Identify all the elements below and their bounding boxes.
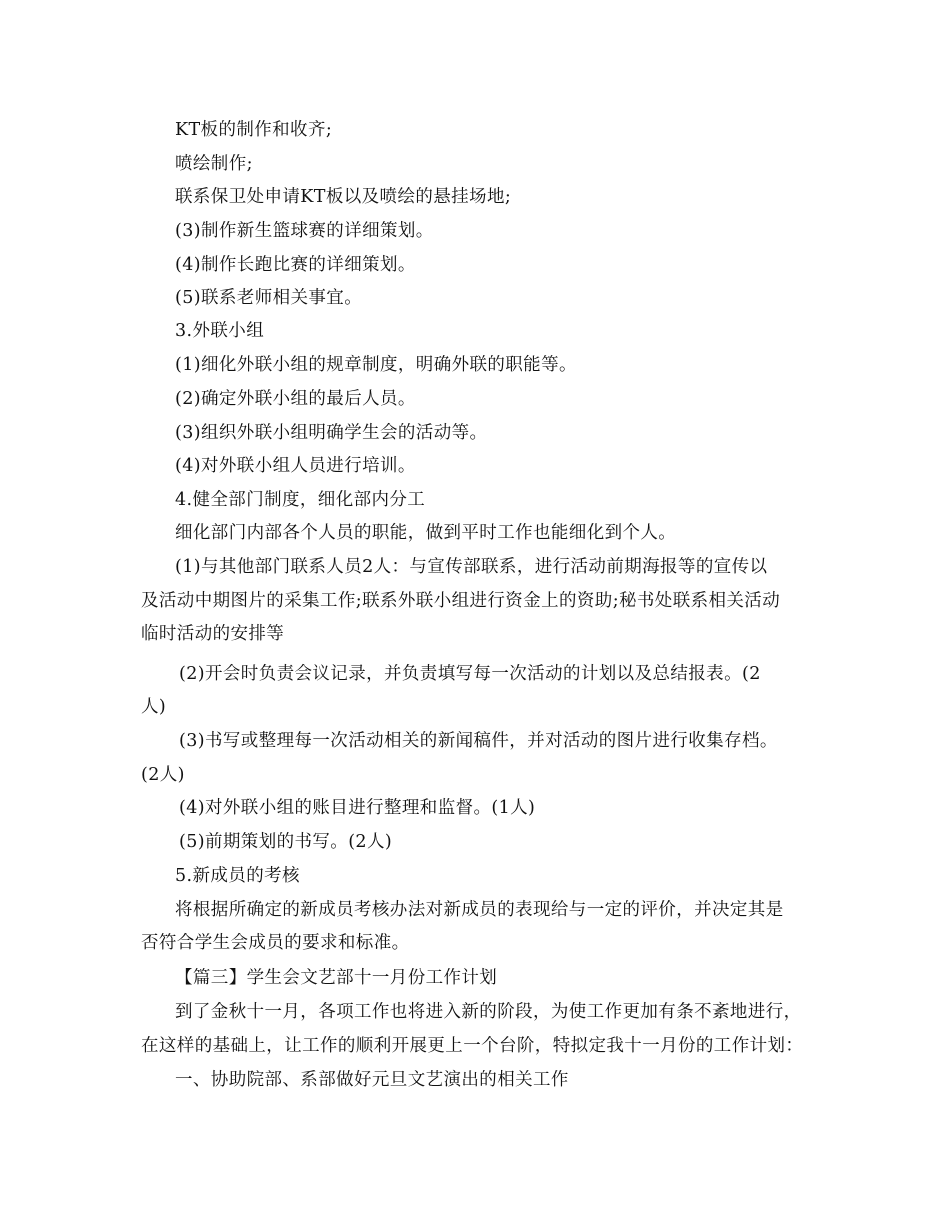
text-line: 及活动中期图片的采集工作;联系外联小组进行资金上的资助;秘书处联系相关活动 [141,591,781,611]
text-line: 临时活动的安排等 [141,624,285,644]
text-line: (2)确定外联小组的最后人员。 [175,389,416,409]
text-line: (4)对外联小组的账目进行整理和监督。(1人) [179,798,536,818]
text-line: (5)前期策划的书写。(2人) [179,832,393,852]
section-heading: 5.新成员的考核 [175,866,300,886]
text-line: KT板的制作和收齐; [175,120,333,140]
article-title: 【篇三】学生会文艺部十一月份工作计划 [175,968,498,988]
text-line: 联系保卫处申请KT板以及喷绘的悬挂场地; [175,187,512,207]
text-line: 喷绘制作; [175,154,253,174]
text-line: (1)细化外联小组的规章制度，明确外联的职能等。 [175,355,577,375]
text-line: 人) [141,697,167,717]
text-line: (3)组织外联小组明确学生会的活动等。 [175,423,488,443]
text-line: (1)与其他部门联系人员2人：与宣传部联系，进行活动前期海报等的宣传以 [175,557,768,577]
section-heading: 4.健全部门制度，细化部内分工 [175,490,426,510]
text-line: (3)书写或整理每一次活动相关的新闻稿件，并对活动的图片进行收集存档。 [179,731,778,751]
text-line: 将根据所确定的新成员考核办法对新成员的表现给与一定的评价，并决定其是 [175,900,784,920]
section-heading: 一、协助院部、系部做好元旦文艺演出的相关工作 [175,1070,569,1090]
section-heading: 3.外联小组 [175,321,265,341]
text-line: (2人) [141,765,185,785]
text-line: 否符合学生会成员的要求和标准。 [141,933,410,953]
text-line: (2)开会时负责会议记录，并负责填写每一次活动的计划以及总结报表。(2 [179,664,761,684]
text-line: 到了金秋十一月，各项工作也将进入新的阶段，为使工作更加有条不紊地进行， [175,1002,802,1022]
text-line: 细化部门内部各个人员的职能，做到平时工作也能细化到个人。 [175,523,677,543]
text-line: 在这样的基础上，让工作的顺利开展更上一个台阶，特拟定我十一月份的工作计划： [141,1036,804,1056]
text-line: (4)制作长跑比赛的详细策划。 [175,255,416,275]
text-line: (5)联系老师相关事宜。 [175,288,363,308]
text-line: (3)制作新生篮球赛的详细策划。 [175,221,434,241]
text-line: (4)对外联小组人员进行培训。 [175,456,416,476]
